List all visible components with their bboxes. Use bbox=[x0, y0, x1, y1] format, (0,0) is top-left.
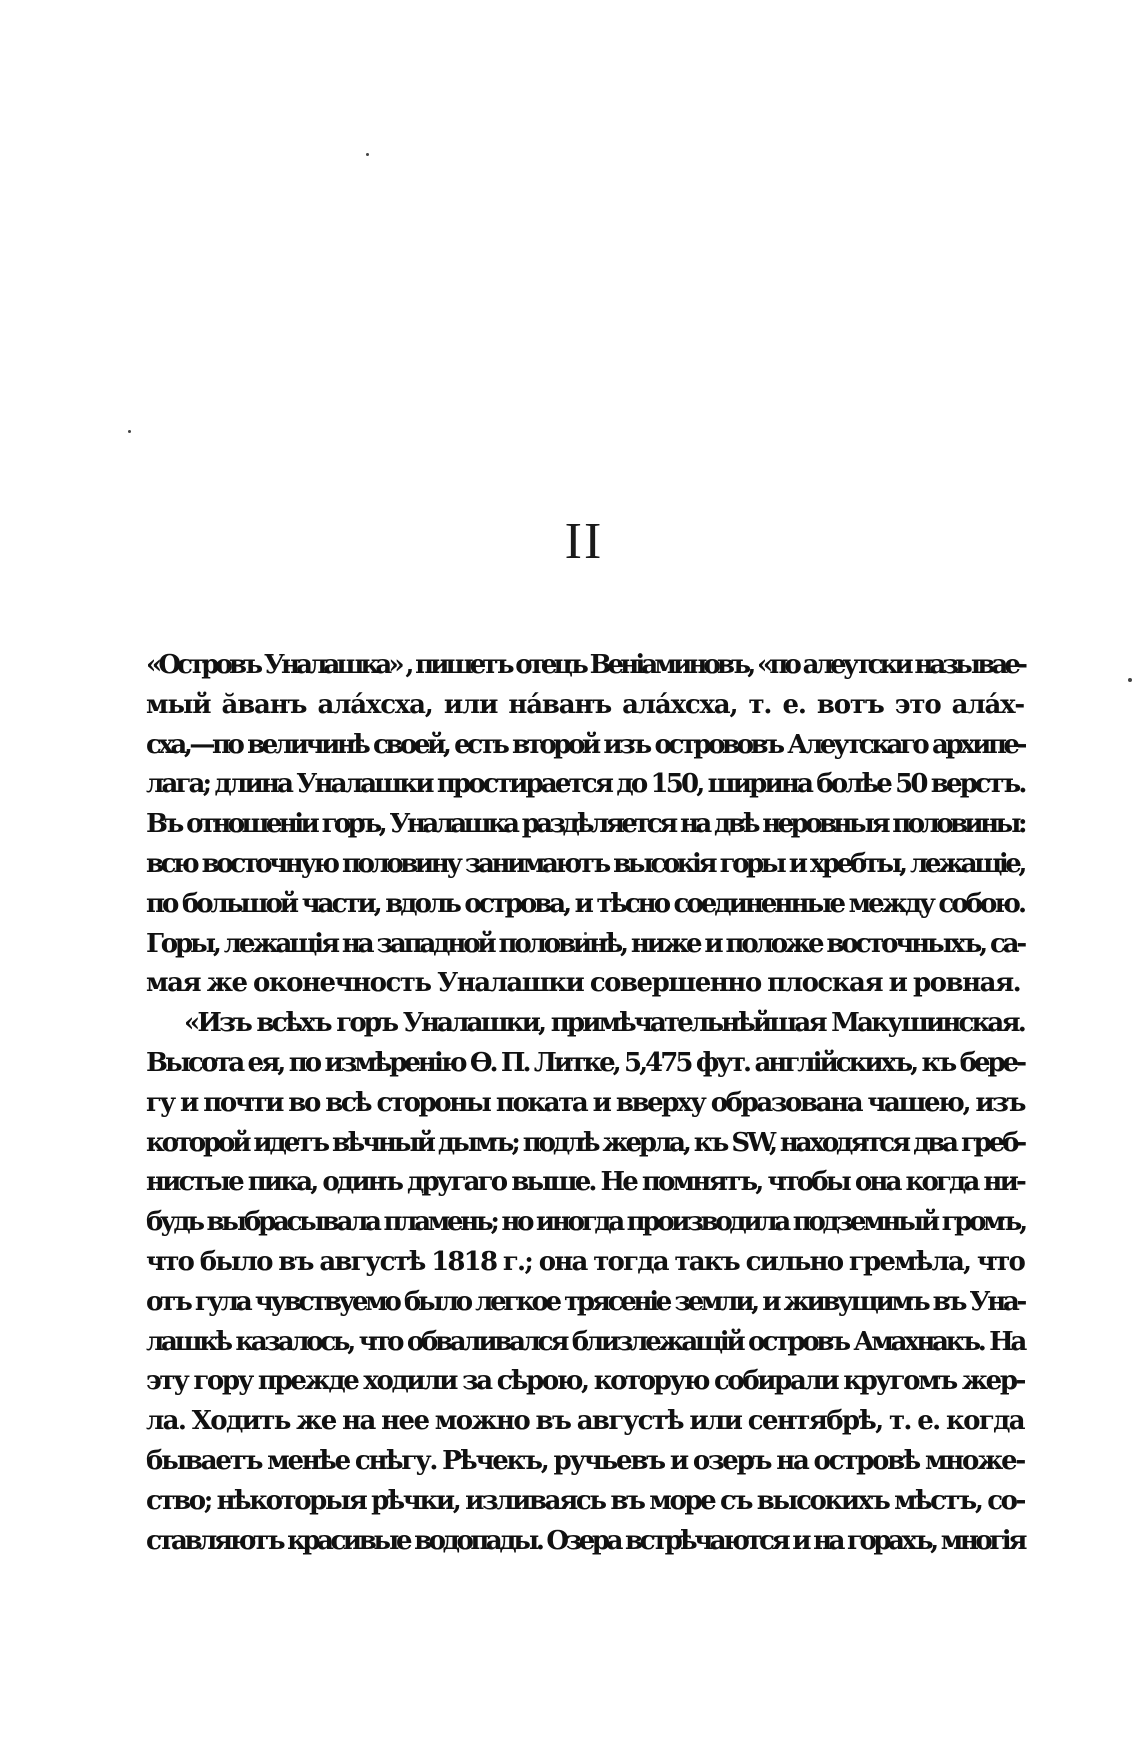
text-line: мый ӑванъ алáхсха, или нáванъ алáхсха, т. е. вотъ это алáх- bbox=[146, 689, 1024, 720]
text-line: эту гору прежде ходили за сѣрою, которую собирали кругомъ жер- bbox=[146, 1366, 1024, 1397]
text-line: отъ гула чувствуемо было легкое трясеніе земли, и живущимъ въ Уна- bbox=[146, 1286, 1024, 1317]
text-line: лашкѣ казалось, что обваливался близлежащій островъ Амахнакъ. На bbox=[146, 1326, 1024, 1357]
scan-speck bbox=[366, 153, 369, 156]
scan-speck bbox=[128, 430, 131, 433]
text-line: Высота ея, по измѣренію Ѳ. П. Литке, 5,475 фут. англійскихъ, къ бере- bbox=[146, 1047, 1024, 1078]
text-line: ставляютъ красивые водопады. Озера встрѣчаются и на горахъ, многія bbox=[146, 1525, 1024, 1556]
text-line: «Островъ Уналашка» , пишетъ отецъ Веніаминовъ, «по алеутски называе- bbox=[146, 650, 1024, 680]
text-line: лага; длина Уналашки простирается до 150, ширина болѣе 50 верстъ. bbox=[146, 769, 1025, 800]
text-line: по большой части, вдоль острова, и тѣсно соединенные между собою. bbox=[146, 888, 1024, 919]
text-line: которой идетъ вѣчный дымъ; подлѣ жерла, къ SW, находятся два греб- bbox=[146, 1127, 1024, 1158]
scan-speck bbox=[1128, 678, 1132, 682]
text-line: нистые пика, одинъ другаго выше. Не помнятъ, чтобы она когда ни- bbox=[146, 1167, 1024, 1198]
text-line: мая же оконечность Уналашки совершенно плоская и ровная. bbox=[146, 968, 1021, 999]
paragraph-1 bbox=[146, 646, 1024, 1004]
text-line: сха,—по величинѣ своей, есть второй изъ острововъ Алеутскаго архипе- bbox=[146, 729, 1024, 760]
text-line: ство; нѣкоторыя рѣчки, изливаясь въ море съ высокихъ мѣстъ, со- bbox=[146, 1485, 1024, 1516]
text-line: Горы, лежащія на западной половинѣ, ниже и положе восточныхъ, са- bbox=[146, 928, 1024, 959]
text-line: всю восточную половину занимаютъ высокія горы и хребты, лежащіе, bbox=[146, 848, 1024, 879]
text-line: гу и почти во всѣ стороны поката и вверху образована чашею, изъ bbox=[146, 1087, 1024, 1118]
text-line: «Изъ всѣхъ горъ Уналашки, примѣчательнѣйшая Макушинская. bbox=[184, 1008, 1024, 1039]
text-line: Въ отношеніи горъ, Уналашка раздѣляется на двѣ неровныя половины: bbox=[146, 809, 1024, 840]
text-line: будь выбрасывала пламень; но иногда производила подземный громъ, bbox=[146, 1207, 1025, 1238]
chapter-number: II bbox=[564, 513, 604, 570]
text-line: ла. Ходить же на нее можно въ августѣ или сентябрѣ, т. е. когда bbox=[146, 1406, 1024, 1437]
paragraph-2 bbox=[146, 1004, 1024, 1561]
text-line: что было въ августѣ 1818 г.; она тогда такъ сильно гремѣла, что bbox=[146, 1246, 1024, 1277]
text-line: бываетъ менѣе снѣгу. Рѣчекъ, ручьевъ и озеръ на островѣ множе- bbox=[146, 1445, 1024, 1476]
body-text bbox=[146, 646, 1024, 1561]
